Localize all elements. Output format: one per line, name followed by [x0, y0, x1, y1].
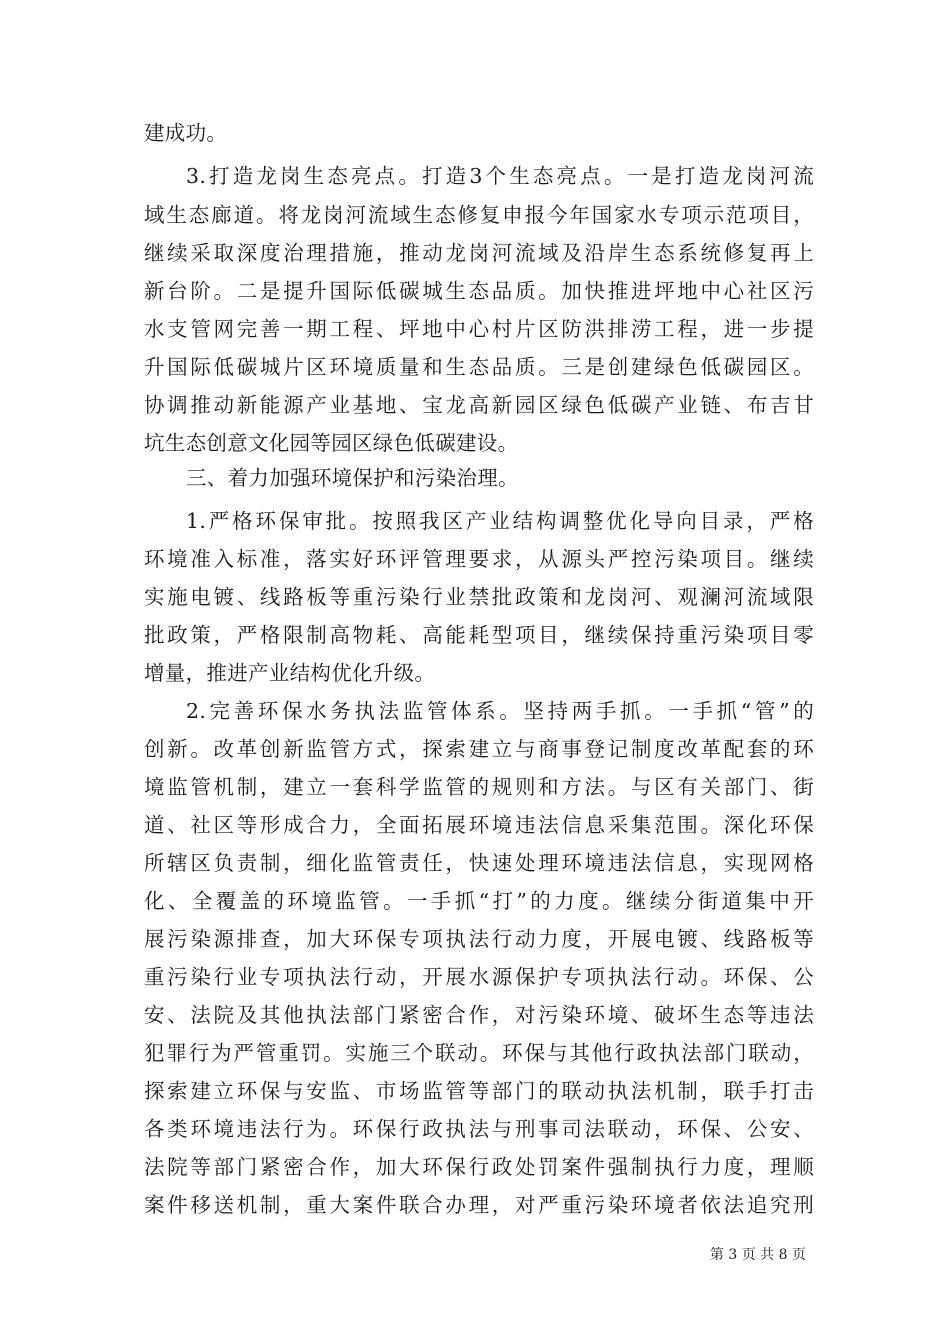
paragraph-line-5: 水支管网完善一期工程、坪地中心村片区防洪排涝工程，进一步提 [144, 317, 814, 341]
page-number: 第 3 页 共 8 页 [709, 1247, 806, 1263]
paragraph-line-12: 实施电镀、线路板等重污染行业禁批政策和龙岗河、观澜河流域限 [144, 585, 814, 609]
paragraph-line-16: 创新。改革创新监管方式，探索建立与商事登记制度改革配套的环 [144, 737, 814, 761]
paragraph-line-0: 建成功。 [144, 121, 228, 145]
paragraph-line-19: 所辖区负责制，细化监管责任，快速处理环境违法信息，实现网格 [144, 851, 814, 875]
paragraph-line-28: 案件移送机制，重大案件联合办理，对严重污染环境者依法追究刑 [144, 1193, 814, 1217]
paragraph-line-14: 增量，推进产业结构优化升级。 [144, 661, 436, 685]
paragraph-line-25: 探索建立环保与安监、市场监管等部门的联动执法机制，联手打击 [144, 1079, 814, 1103]
paragraph-line-11: 环境准入标准，落实好环评管理要求，从源头严控污染项目。继续 [144, 547, 814, 571]
paragraph-line-6: 升国际低碳城片区环境质量和生态品质。三是创建绿色低碳园区。 [144, 355, 814, 379]
paragraph-line-2: 域生态廊道。将龙岗河流域生态修复申报今年国家水专项示范项目， [144, 203, 814, 227]
paragraph-line-8: 坑生态创意文化园等园区绿色低碳建设。 [144, 431, 519, 455]
paragraph-line-17: 境监管机制，建立一套科学监管的规则和方法。与区有关部门、街 [144, 775, 814, 799]
paragraph-line-24: 犯罪行为严管重罚。实施三个联动。环保与其他行政执法部门联动， [144, 1041, 814, 1065]
paragraph-line-10: 1.严格环保审批。按照我区产业结构调整优化导向目录，严格 [186, 509, 814, 533]
paragraph-line-21: 展污染源排查，加大环保专项执法行动力度，开展电镀、线路板等 [144, 927, 814, 951]
paragraph-line-7: 协调推动新能源产业基地、宝龙高新园区绿色低碳产业链、布吉甘 [144, 393, 814, 417]
paragraph-line-27: 法院等部门紧密合作，加大环保行政处罚案件强制执行力度，理顺 [144, 1155, 814, 1179]
paragraph-line-13: 批政策，严格限制高物耗、高能耗型项目，继续保持重污染项目零 [144, 623, 814, 647]
section-heading: 三、着力加强环境保护和污染治理。 [186, 466, 519, 490]
paragraph-line-4: 新台阶。二是提升国际低碳城生态品质。加快推进坪地中心社区污 [144, 279, 814, 303]
paragraph-line-3: 继续采取深度治理措施，推动龙岗河流域及沿岸生态系统修复再上 [144, 241, 814, 265]
paragraph-line-22: 重污染行业专项执法行动，开展水源保护专项执法行动。环保、公 [144, 965, 814, 989]
paragraph-line-20: 化、全覆盖的环境监管。一手抓“打”的力度。继续分街道集中开 [144, 889, 814, 913]
paragraph-line-15: 2.完善环保水务执法监管体系。坚持两手抓。一手抓“管”的 [186, 699, 814, 723]
paragraph-line-18: 道、社区等形成合力，全面拓展环境违法信息采集范围。深化环保 [144, 813, 814, 837]
paragraph-line-1: 3.打造龙岗生态亮点。打造3个生态亮点。一是打造龙岗河流 [186, 164, 814, 188]
paragraph-line-23: 安、法院及其他执法部门紧密合作，对污染环境、破坏生态等违法 [144, 1003, 814, 1027]
paragraph-line-26: 各类环境违法行为。环保行政执法与刑事司法联动，环保、公安、 [144, 1117, 814, 1141]
